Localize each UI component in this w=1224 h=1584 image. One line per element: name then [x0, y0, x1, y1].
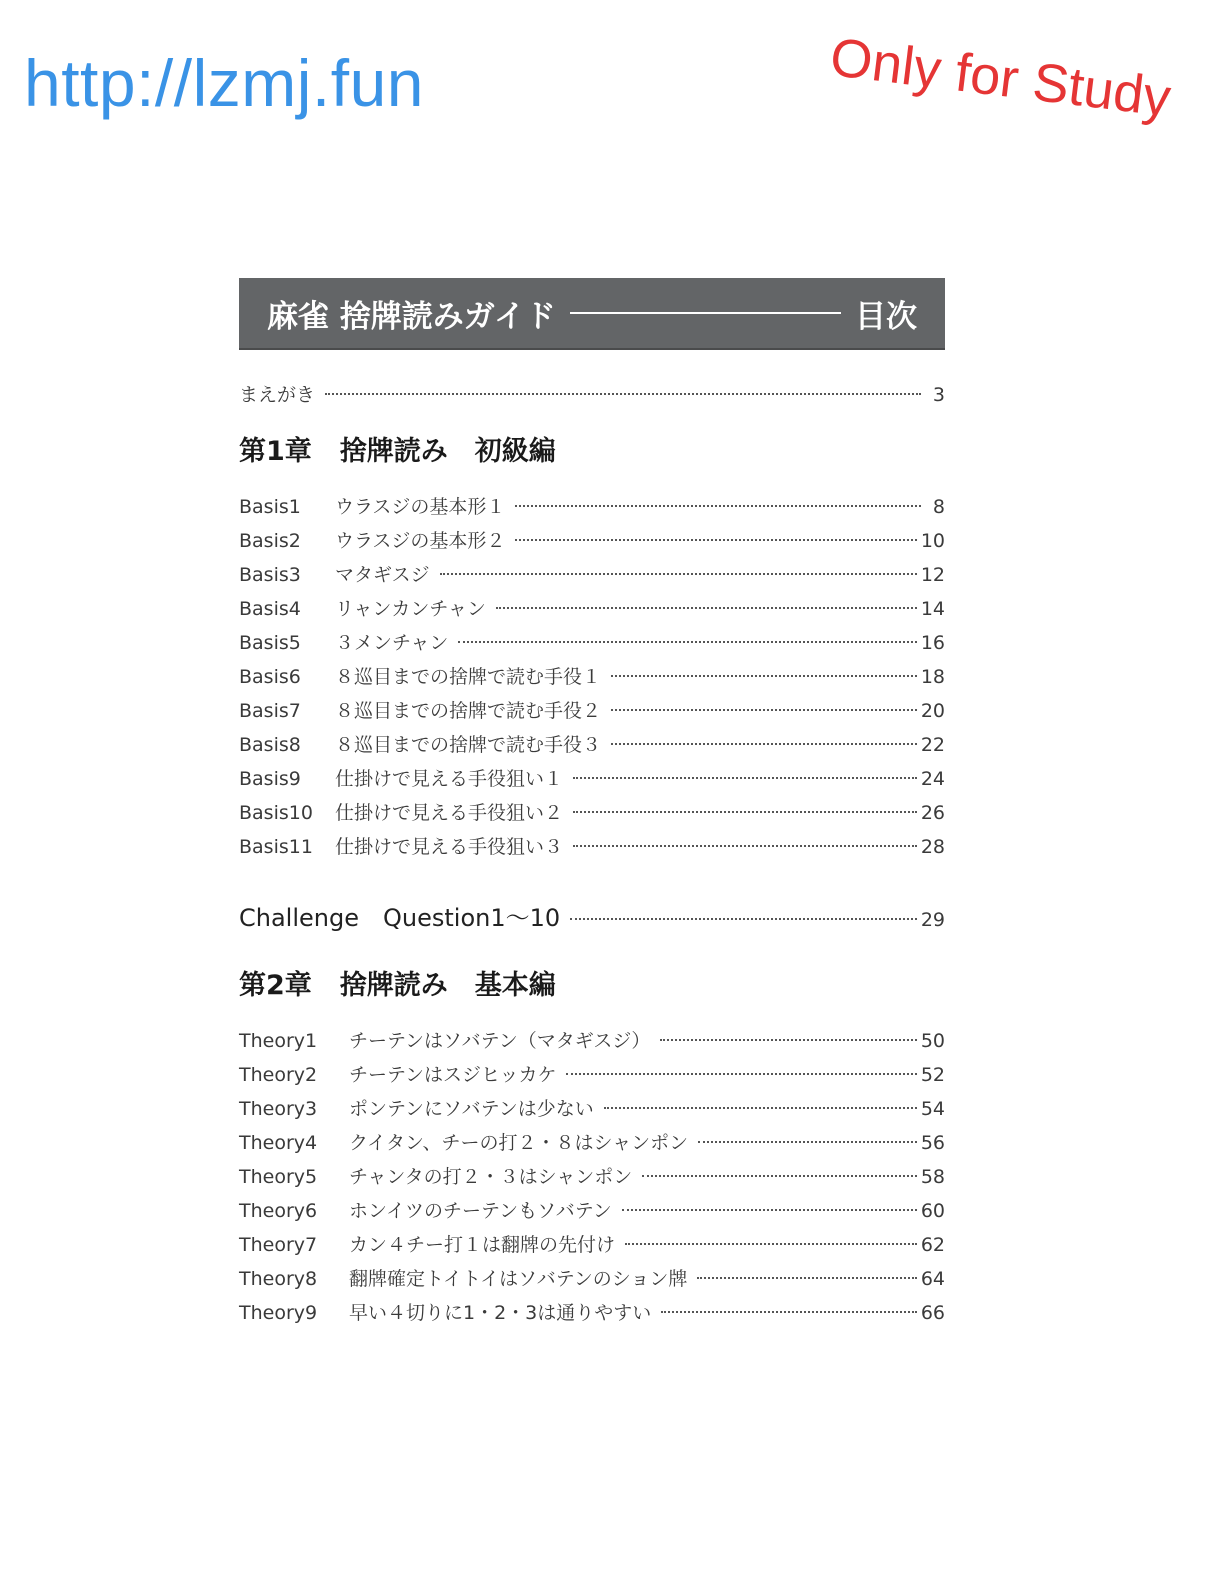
- toc-entry-code: Basis10: [239, 802, 313, 824]
- toc-entry[interactable]: [239, 1092, 945, 1126]
- chapter-2-heading: [239, 966, 945, 1006]
- toc-entry-page: 26: [920, 802, 945, 824]
- title-bar: [239, 278, 945, 350]
- toc-entry-page: 20: [920, 700, 945, 722]
- toc-entry-title: クイタン、チーの打２・８はシャンポン: [349, 1132, 689, 1154]
- toc-entry-code: Basis5: [239, 632, 301, 654]
- toc-entry-title: ８巡目までの捨牌で読む手役２: [335, 700, 602, 722]
- toc-entry-page: 62: [920, 1234, 945, 1256]
- toc-entry-code: Basis8: [239, 734, 301, 756]
- toc-entry-title: カン４チー打１は翻牌の先付け: [349, 1234, 616, 1256]
- dot-leader: [625, 1243, 917, 1245]
- toc-entry[interactable]: [239, 1058, 945, 1092]
- toc-entry-page: 64: [920, 1268, 945, 1290]
- toc-entry-title: チーテンはソバテン（マタギスジ）: [349, 1030, 651, 1052]
- toc-entry[interactable]: [239, 830, 945, 864]
- toc-entry-code: Theory9: [239, 1302, 318, 1324]
- toc-entry-title: リャンカンチャン: [335, 598, 486, 620]
- toc-entry-preface[interactable]: [239, 378, 945, 412]
- toc-entry[interactable]: [239, 626, 945, 660]
- toc-entry-title: 仕掛けで見える手役狙い１: [335, 768, 564, 790]
- toc-entry-title: ３メンチャン: [335, 632, 449, 654]
- challenge-label: Challenge: [239, 904, 359, 932]
- dot-leader: [611, 709, 917, 711]
- challenge-title: Question1〜10: [383, 904, 561, 932]
- toc-entry[interactable]: [239, 1262, 945, 1296]
- toc-entry-page: 52: [920, 1064, 945, 1086]
- dot-leader: [566, 1073, 916, 1075]
- toc-entry-code: Basis2: [239, 530, 301, 552]
- url-watermark: http://lzmj.fun: [24, 46, 424, 120]
- toc-entry-code: Basis9: [239, 768, 301, 790]
- chapter-title: 捨牌読み 基本編: [339, 970, 556, 1001]
- dot-leader: [573, 777, 917, 779]
- toc-entry[interactable]: [239, 796, 945, 830]
- dot-leader: [440, 573, 917, 575]
- toc-entry-code: Basis3: [239, 564, 301, 586]
- toc-entry[interactable]: [239, 728, 945, 762]
- toc-entry[interactable]: [239, 490, 945, 524]
- toc-entry-page: 22: [920, 734, 945, 756]
- toc-entry[interactable]: [239, 1126, 945, 1160]
- toc-entry[interactable]: [239, 694, 945, 728]
- toc-entry-page: 60: [920, 1200, 945, 1222]
- dot-leader: [642, 1175, 917, 1177]
- toc-entry[interactable]: [239, 762, 945, 796]
- dot-leader: [660, 1039, 916, 1041]
- toc-entry-page: 66: [920, 1302, 945, 1324]
- dot-leader: [611, 743, 917, 745]
- toc-entry-page: 50: [920, 1030, 945, 1052]
- table-of-contents: [239, 278, 945, 1330]
- chapter-label: 第2章: [239, 970, 312, 1001]
- chapter-label: 第1章: [239, 436, 312, 467]
- toc-entry-code: Theory1: [239, 1030, 318, 1052]
- chapter-2-entries: [239, 1024, 945, 1330]
- toc-entry-title: ウラスジの基本形２: [335, 530, 506, 552]
- dot-leader: [515, 505, 921, 507]
- toc-entry-title: ホンイツのチーテンもソバテン: [349, 1200, 612, 1222]
- dot-leader: [458, 641, 916, 643]
- toc-entry-code: Theory2: [239, 1064, 318, 1086]
- toc-entry-title: マタギスジ: [335, 564, 430, 586]
- toc-entry-page: 58: [920, 1166, 945, 1188]
- page-subtitle: 目次: [855, 298, 917, 335]
- dot-leader: [698, 1141, 917, 1143]
- toc-entry-page: 14: [920, 598, 945, 620]
- toc-entry[interactable]: [239, 1228, 945, 1262]
- dot-leader: [496, 607, 917, 609]
- toc-entry-title: ８巡目までの捨牌で読む手役１: [335, 666, 602, 688]
- toc-entry-code: Basis4: [239, 598, 301, 620]
- toc-entry-title: 仕掛けで見える手役狙い３: [335, 836, 564, 858]
- dot-leader: [661, 1311, 917, 1313]
- toc-entry-page: 24: [920, 768, 945, 790]
- dot-leader: [573, 811, 917, 813]
- toc-entry-page: 12: [920, 564, 945, 586]
- page-title: 麻雀 捨牌読みガイド: [267, 298, 556, 335]
- chapter-title: 捨牌読み 初級編: [339, 436, 556, 467]
- toc-entry-code: Basis7: [239, 700, 301, 722]
- dot-leader: [697, 1277, 916, 1279]
- toc-entry[interactable]: [239, 660, 945, 694]
- toc-entry[interactable]: [239, 592, 945, 626]
- toc-entry-title: チーテンはスジヒッカケ: [349, 1064, 557, 1086]
- title-divider: [570, 312, 841, 314]
- toc-entry-title: 早い４切りに1・2・3は通りやすい: [349, 1302, 652, 1324]
- toc-entry-page: 10: [920, 530, 945, 552]
- toc-entry[interactable]: [239, 1160, 945, 1194]
- toc-entry-page: 29: [920, 909, 945, 931]
- dot-leader: [573, 845, 917, 847]
- toc-entry-code: Basis1: [239, 496, 301, 518]
- toc-entry-code: Theory5: [239, 1166, 318, 1188]
- dot-leader: [515, 539, 916, 541]
- toc-entry-page: 56: [920, 1132, 945, 1154]
- dot-leader: [570, 918, 917, 920]
- toc-entry[interactable]: [239, 1194, 945, 1228]
- dot-leader: [604, 1107, 917, 1109]
- toc-entry-title: まえがき: [239, 384, 316, 406]
- toc-entry-code: Basis11: [239, 836, 313, 858]
- dot-leader: [325, 393, 921, 395]
- chapter-1-heading: [239, 432, 945, 472]
- toc-entry-title: ポンテンにソバテンは少ない: [349, 1098, 594, 1120]
- toc-entry[interactable]: [239, 1024, 945, 1058]
- toc-entry-page: 54: [920, 1098, 945, 1120]
- toc-entry[interactable]: [239, 524, 945, 558]
- toc-entry-code: Theory4: [239, 1132, 318, 1154]
- toc-entry-code: Theory3: [239, 1098, 318, 1120]
- toc-entry-title: ウラスジの基本形１: [335, 496, 506, 518]
- toc-entry-code: Theory8: [239, 1268, 318, 1290]
- dot-leader: [622, 1209, 917, 1211]
- toc-entry-page: 16: [920, 632, 945, 654]
- toc-entry-title: ８巡目までの捨牌で読む手役３: [335, 734, 602, 756]
- chapter-1-entries: [239, 490, 945, 864]
- toc-entry-page: 3: [932, 384, 945, 406]
- toc-entry-challenge[interactable]: [239, 898, 945, 938]
- toc-entry-title: チャンタの打２・３はシャンポン: [349, 1166, 633, 1188]
- dot-leader: [611, 675, 917, 677]
- toc-entry[interactable]: [239, 558, 945, 592]
- toc-entry-code: Theory6: [239, 1200, 318, 1222]
- toc-entry-page: 28: [920, 836, 945, 858]
- toc-entry-title: 翻牌確定トイトイはソバテンのション牌: [349, 1268, 688, 1290]
- toc-entry-title: 仕掛けで見える手役狙い２: [335, 802, 564, 824]
- toc-entry[interactable]: [239, 1296, 945, 1330]
- toc-entry-code: Basis6: [239, 666, 301, 688]
- toc-entry-code: Theory7: [239, 1234, 318, 1256]
- toc-entry-page: 8: [932, 496, 945, 518]
- toc-entry-page: 18: [920, 666, 945, 688]
- study-watermark: Only for Study: [827, 27, 1174, 129]
